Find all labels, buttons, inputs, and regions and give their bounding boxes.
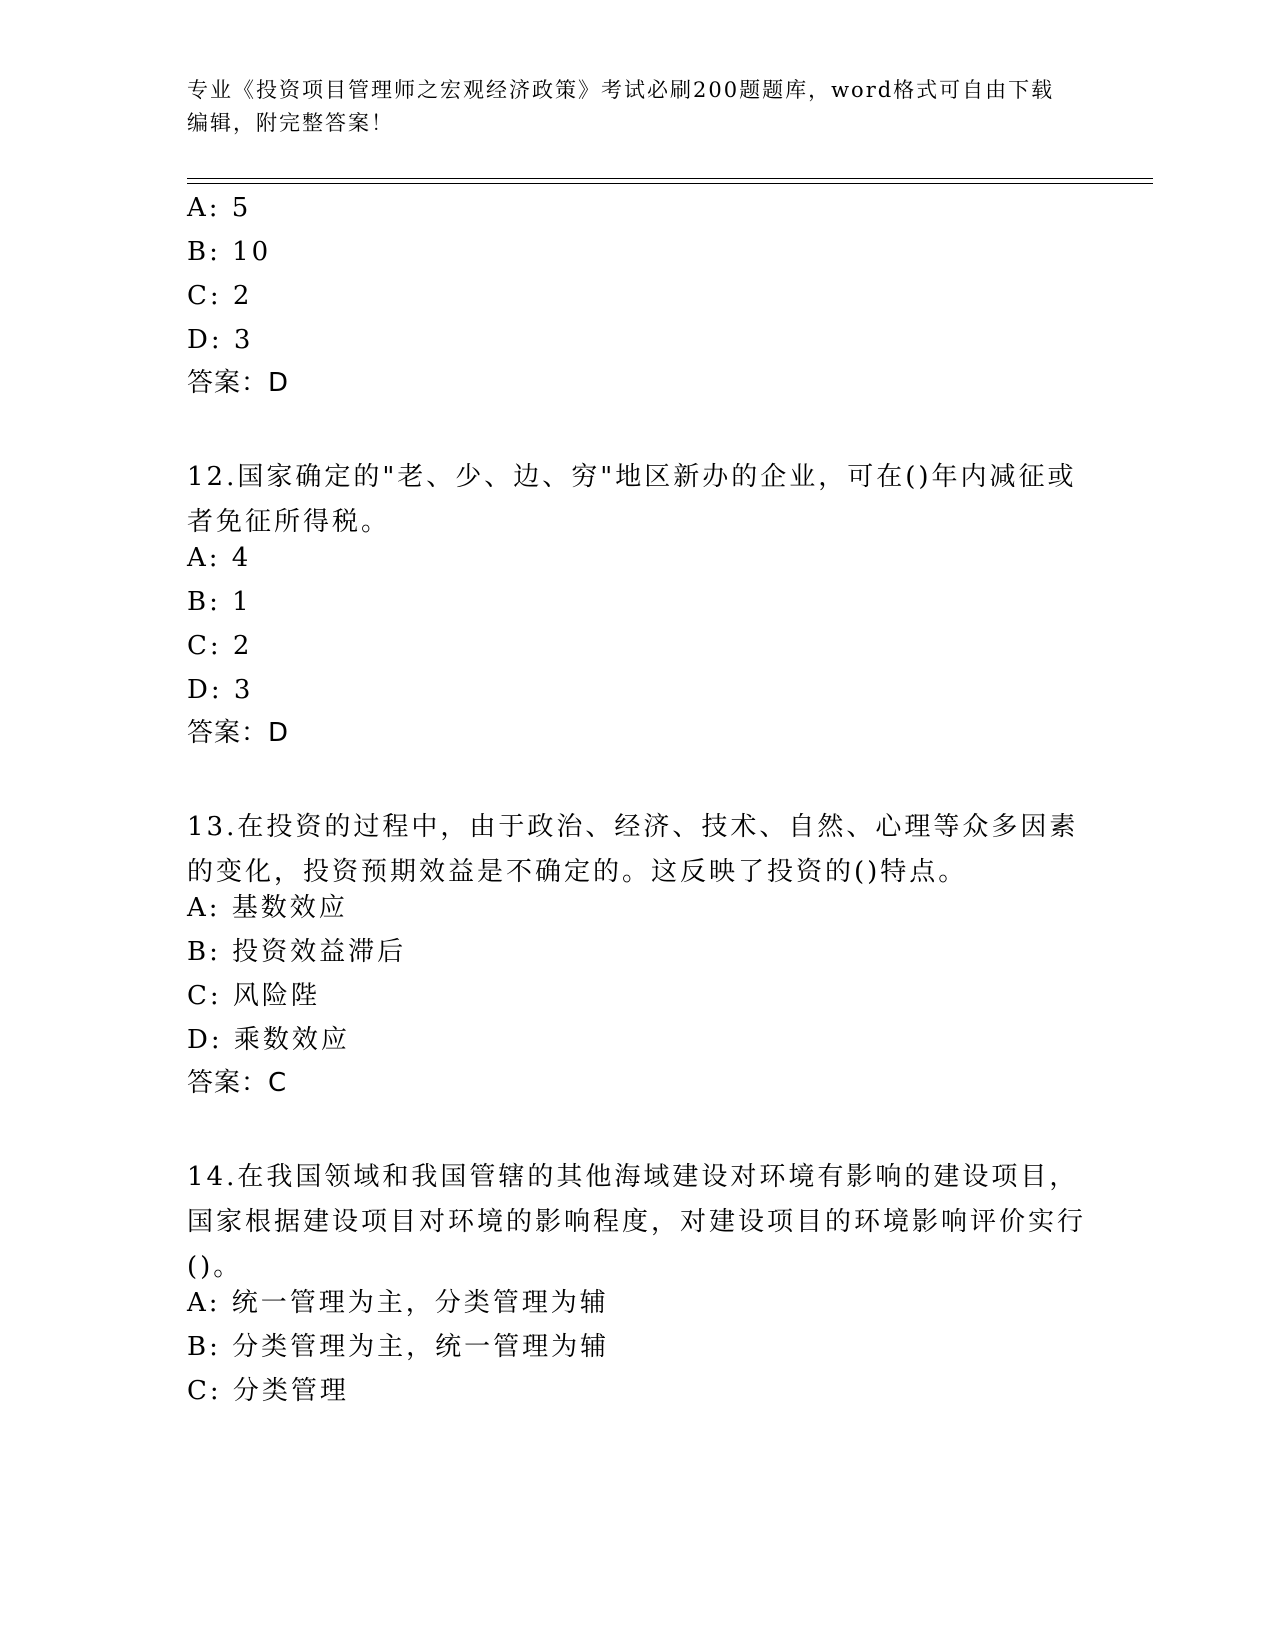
q13-option-d: D: 乘数效应: [187, 1025, 350, 1055]
q14-option-a: A: 统一管理为主，分类管理为辅: [187, 1288, 609, 1318]
q13-option-b: B: 投资效益滞后: [187, 937, 407, 967]
q11-answer: 答案：D: [187, 368, 290, 398]
q14-text: 14.在我国领域和我国管辖的其他海域建设对环境有影响的建设项目，国家根据建设项目对环境的影响程度，对建设项目的环境影响评价实行()。: [187, 1162, 1087, 1282]
q11-option-a: A: 5: [187, 193, 252, 223]
q13-option-a: A: 基数效应: [187, 893, 348, 923]
q11-option-b: B: 10: [187, 237, 272, 267]
q12-option-a: A: 4: [187, 543, 252, 573]
header-rule-top: [187, 178, 1153, 179]
document-header: 专业《投资项目管理师之宏观经济政策》考试必刷200题题库，word格式可自由下载编辑，附完整答案！: [187, 78, 1055, 135]
q13-answer: 答案：C: [187, 1068, 288, 1098]
q13-option-c: C: 风险陛: [187, 981, 320, 1011]
q12-text: 12.国家确定的"老、少、边、穷"地区新办的企业，可在()年内减征或者免征所得税。: [187, 462, 1077, 537]
q11-option-c: C: 2: [187, 281, 253, 311]
q12-option-b: B: 1: [187, 587, 252, 617]
q12-option-d: D: 3: [187, 675, 254, 705]
q11-option-d: D: 3: [187, 325, 254, 355]
q14-option-b: B: 分类管理为主，统一管理为辅: [187, 1332, 610, 1362]
header-rule-bottom: [187, 183, 1153, 184]
q14-option-c: C: 分类管理: [187, 1376, 349, 1406]
q12-answer: 答案：D: [187, 718, 290, 748]
q13-text: 13.在投资的过程中，由于政治、经济、技术、自然、心理等众多因素的变化，投资预期效益是不确定的。这反映了投资的()特点。: [187, 812, 1079, 887]
q12-option-c: C: 2: [187, 631, 253, 661]
